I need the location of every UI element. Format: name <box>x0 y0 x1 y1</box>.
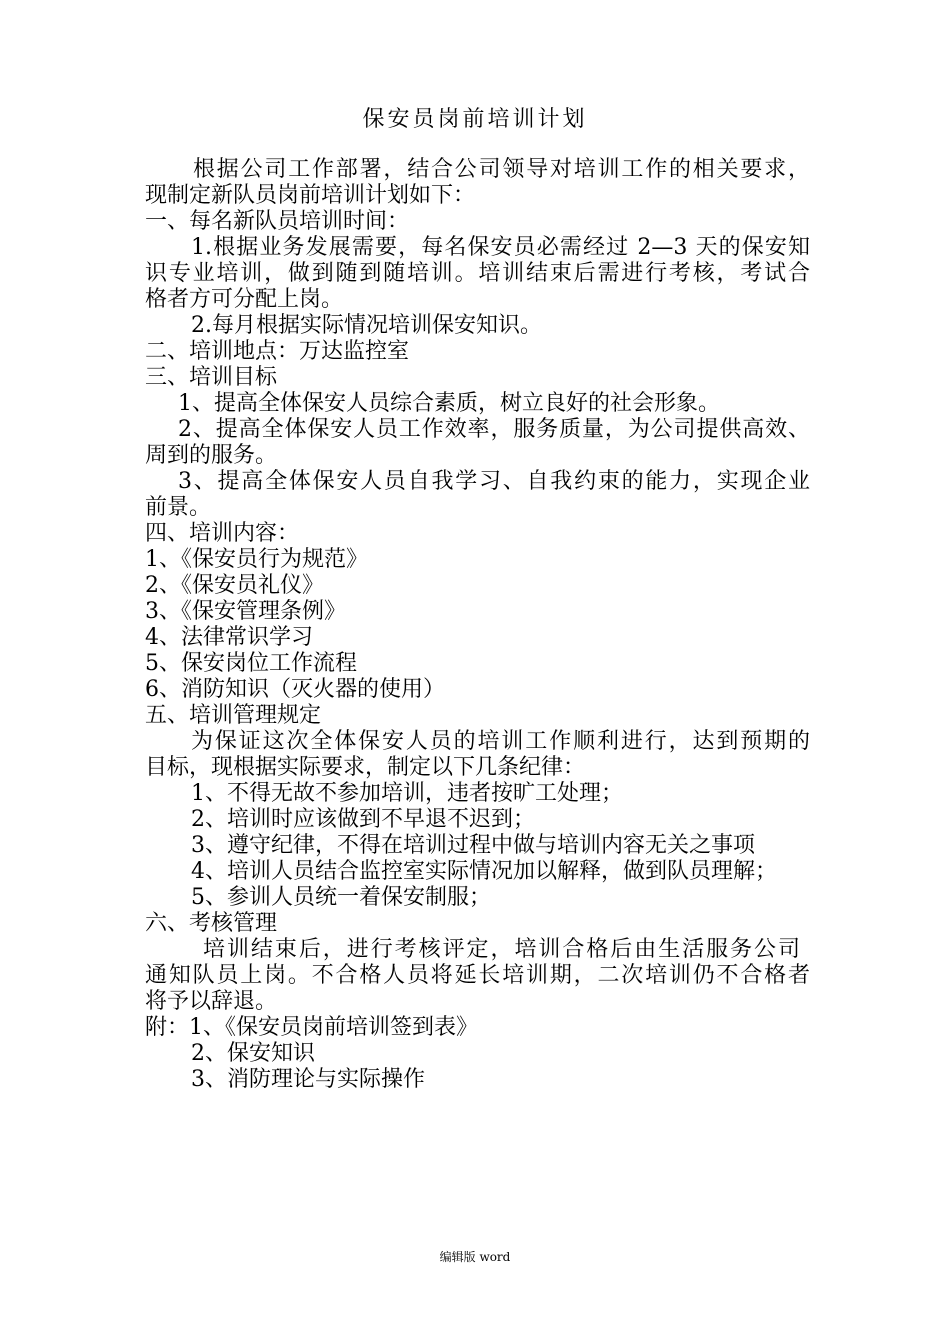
list-item: 6、消防知识（灭火器的使用） <box>145 677 445 702</box>
list-item: 3、《保安管理条例》 <box>145 599 346 624</box>
paragraph-line: 为保证这次全体保安人员的培训工作顺利进行，达到预期的 <box>191 729 810 754</box>
paragraph-line: 2.每月根据实际情况培训保安知识。 <box>191 313 542 338</box>
paragraph-line: 1.根据业务发展需要，每名保安员必需经过 2—3 天的保安知 <box>191 235 810 260</box>
list-item: 1、提高全体保安人员综合素质，树立良好的社会形象。 <box>178 391 720 416</box>
paragraph-line: 格者方可分配上岗。 <box>145 287 344 312</box>
paragraph-line: 识专业培训，做到随到随培训。培训结束后需进行考核，考试合 <box>145 261 810 286</box>
appendix-item: 3、消防理论与实际操作 <box>191 1067 425 1092</box>
section-heading: 五、培训管理规定 <box>145 703 322 728</box>
paragraph-line: 目标，现根据实际要求，制定以下几条纪律： <box>145 755 586 780</box>
list-item: 4、法律常识学习 <box>145 625 313 650</box>
paragraph-line: 根据公司工作部署，结合公司领导对培训工作的相关要求， <box>193 157 810 182</box>
section-heading: 三、培训目标 <box>145 365 278 390</box>
page-footer: 编辑版 word <box>439 1250 511 1264</box>
paragraph-line: 周到的服务。 <box>145 443 278 468</box>
paragraph-line: 前景。 <box>145 495 212 520</box>
list-item: 4、培训人员结合监控室实际情况加以解释，做到队员理解； <box>191 859 777 884</box>
list-item: 2、提高全体保安人员工作效率，服务质量，为公司提供高效、 <box>178 417 810 442</box>
list-item: 3、提高全体保安人员自我学习、自我约束的能力，实现企业 <box>178 469 810 494</box>
list-item: 2、《保安员礼仪》 <box>145 573 324 598</box>
appendix-item: 2、保安知识 <box>191 1041 315 1066</box>
list-item: 3、遵守纪律，不得在培训过程中做与培训内容无关之事项 <box>191 833 755 858</box>
section-heading: 一、每名新队员培训时间： <box>145 209 410 234</box>
paragraph-line: 培训结束后，进行考核评定，培训合格后由生活服务公司 <box>203 937 800 962</box>
paragraph-line: 现制定新队员岗前培训计划如下： <box>145 183 476 208</box>
document-title: 保安员岗前培训计划 <box>362 107 588 132</box>
list-item: 2、培训时应该做到不早退不迟到； <box>191 807 535 832</box>
paragraph-line: 通知队员上岗。不合格人员将延长培训期，二次培训仍不合格者 <box>145 963 810 988</box>
list-item: 1、《保安员行为规范》 <box>145 547 368 572</box>
section-heading: 四、培训内容： <box>145 521 300 546</box>
paragraph-line: 将予以辞退。 <box>145 989 278 1014</box>
section-heading: 六、考核管理 <box>145 911 278 936</box>
appendix-line: 附：1、《保安员岗前培训签到表》 <box>145 1015 478 1040</box>
section-heading: 二、培训地点：万达监控室 <box>145 339 410 364</box>
list-item: 5、保安岗位工作流程 <box>145 651 357 676</box>
list-item: 1、不得无故不参加培训，违者按旷工处理； <box>191 781 623 806</box>
list-item: 5、参训人员统一着保安制服； <box>191 885 491 910</box>
